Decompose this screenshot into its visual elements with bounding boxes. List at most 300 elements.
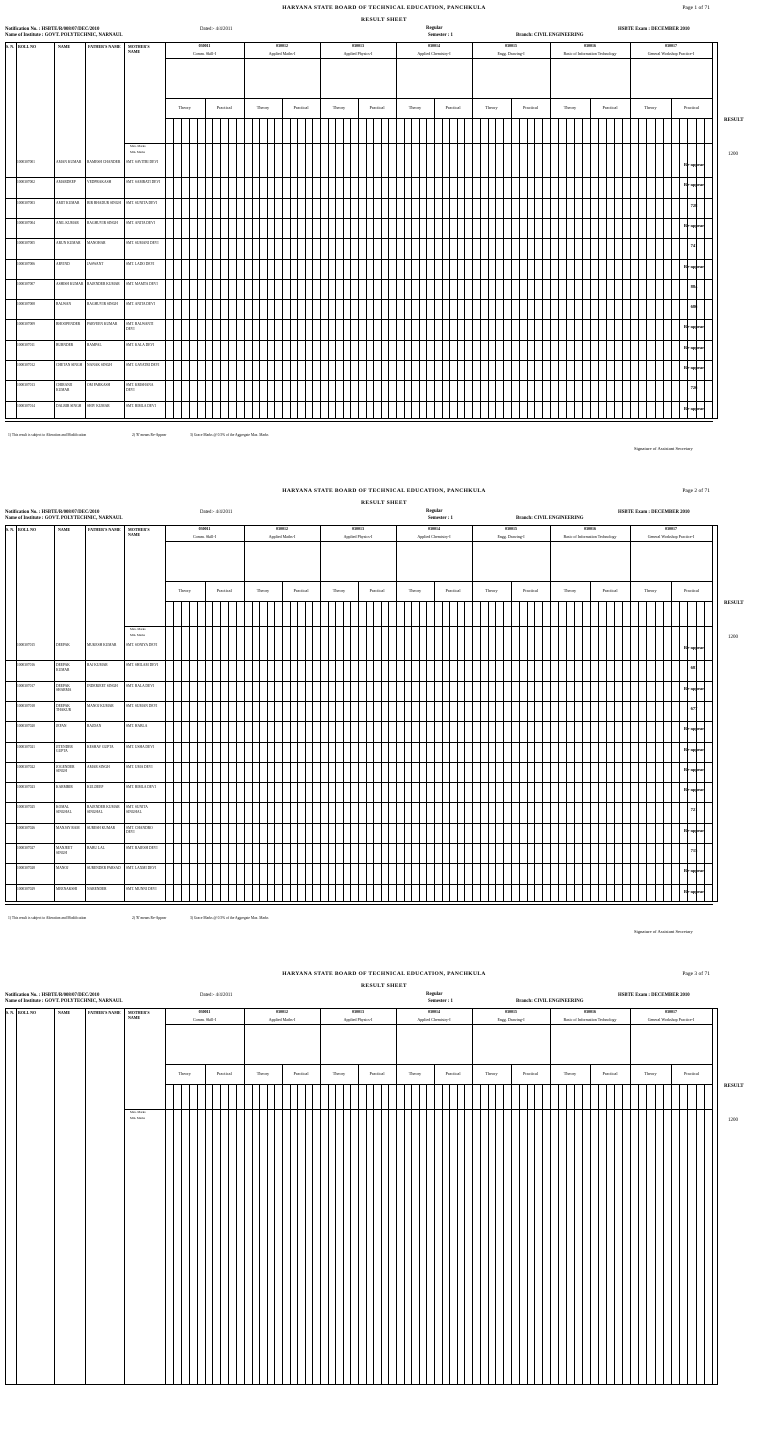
marks-subcolumn-line (335, 1084, 336, 1385)
marks-subcolumn-line (566, 1084, 567, 1385)
student-name: AMARDEEP (56, 180, 76, 185)
board-title: HARYANA STATE BOARD OF TECHNICAL EDUCATION, PANCHKULA (282, 5, 486, 11)
marks-subcolumn-line (267, 1084, 268, 1385)
theory-label: Theory (485, 588, 498, 593)
student-name: KOMAL SINGHAL (56, 805, 72, 814)
mother-name: SMT. SAMRATI DEVI (126, 180, 161, 185)
footnote-1: 1) This result is subject to Alteration and Modification (8, 433, 87, 437)
roll-no: 1000307006 (17, 261, 35, 266)
roll-no: 1000307018 (17, 703, 35, 708)
semester: Semester : 1 (428, 33, 453, 38)
roll-no: 1000307009 (17, 322, 35, 327)
theory-label: Theory (408, 1071, 422, 1076)
subject-code: 030016 (584, 1009, 596, 1014)
marks-subcolumn-line (704, 1084, 705, 1385)
mother-name: SMT. UMA DEVI (126, 764, 153, 769)
subject-code: 030013 (352, 1009, 364, 1014)
marks-subcolumn-line (212, 1084, 213, 1385)
column-divider (85, 1008, 86, 1385)
marks-subcolumn-line (442, 1084, 443, 1385)
subject-name: Comm. Skill-I (192, 1017, 217, 1022)
table-row (0, 361, 768, 381)
footnote-3: 3) Grace Marks @ 0.5% of the Aggregate Max. Marks (190, 433, 269, 437)
result-value: 726 (690, 385, 698, 391)
practical-label: Practical (369, 105, 385, 110)
min-marks-label: Min. Marks (130, 150, 146, 154)
result-value: 741 (690, 243, 698, 249)
column-header-roll: ROLL NO (18, 527, 37, 532)
mother-name: SMT. BIMLA DEVI (126, 403, 156, 408)
table-row (0, 219, 768, 239)
subject-name: General Workshop Practice-I (647, 1017, 695, 1022)
result-value: Re-appear (683, 888, 705, 894)
result-value: Re-appear (683, 827, 705, 833)
practical-label: Practical (683, 105, 700, 110)
roll-no: 1000307022 (17, 764, 35, 769)
table-row (0, 722, 768, 742)
student-name: ARVIND (56, 261, 70, 266)
theory-label: Theory (563, 1071, 577, 1076)
result-value: 681 (690, 665, 698, 671)
practical-label: Practical (602, 1071, 618, 1076)
practical-label: Practical (522, 1071, 539, 1076)
sheet-title: RESULT SHEET (361, 983, 407, 989)
subject-name: Engg. Drawing-I (497, 51, 525, 56)
subject-name: Comm. Skill-I (192, 534, 217, 539)
subject-name: Applied Maths-I (268, 534, 296, 539)
marks-subcolumn-line (519, 1084, 520, 1385)
marks-subcolumn-line (350, 1084, 351, 1385)
marks-subcolumn-line (671, 1084, 672, 1385)
marks-subcolumn-line (343, 1084, 344, 1385)
result-value: Re-appear (683, 405, 705, 411)
institute-name: Name of Institute : GOVT. POLYTECHNIC, NARNAUL (5, 516, 123, 521)
student-name: MANJAY RAM (56, 825, 80, 830)
result-value: Re-appear (683, 685, 705, 691)
roll-no: 1000307007 (17, 281, 35, 286)
table-row (0, 260, 768, 280)
roll-no: 1000307011 (17, 342, 35, 347)
max-marks-label: Max. Marks (130, 144, 146, 148)
column-header-father: FATHER'S NAME (88, 527, 121, 532)
result-value: Re-appear (683, 787, 705, 793)
mother-name: SMT. LADO DEVI (126, 261, 155, 266)
min-marks-label: Min. Marks (130, 633, 146, 637)
practical-label: Practical (445, 588, 461, 593)
header-line (124, 1109, 713, 1110)
total-max-marks: 1200 (728, 1118, 738, 1123)
student-name: DEEPAK KUMAR (56, 663, 70, 672)
sheet-title: RESULT SHEET (361, 17, 407, 23)
header-line (124, 143, 713, 144)
student-name: AMIT KUMAR (56, 200, 80, 205)
theory-label: Theory (644, 588, 657, 593)
student-name: ARUN KUMAR (56, 241, 81, 246)
result-value: 728 (690, 202, 698, 208)
dated: Dated:- 4/4/2011 (200, 27, 233, 32)
table-row (0, 158, 768, 178)
column-header-roll: ROLL NO (18, 1010, 37, 1015)
marks-subcolumn-line (189, 1084, 190, 1385)
roll-no: 1000307015 (17, 643, 35, 647)
roll-no: 1000307008 (17, 302, 35, 307)
subject-code: 030017 (665, 1009, 677, 1014)
header-line (165, 1064, 713, 1065)
header-line (165, 601, 713, 602)
marks-subcolumn-line (411, 1084, 412, 1385)
exam: HSBTE Exam : DECEMBER 2010 (618, 27, 690, 32)
notification-number: Notification No. : HSBTE/R/008/07/DEC/2010 (5, 27, 100, 32)
theory-label: Theory (563, 105, 577, 110)
student-name: DALBIR SINGH (56, 403, 82, 408)
marks-subcolumn-line (590, 1084, 591, 1385)
marks-subcolumn-line (574, 1084, 575, 1385)
marks-subcolumn-line (404, 1084, 405, 1385)
practical-label: Practical (602, 105, 618, 110)
table-row (0, 320, 768, 340)
student-name: MANJEET SINGH (56, 846, 73, 855)
marks-subcolumn-line (381, 1084, 382, 1385)
marks-subcolumn-line (312, 1084, 313, 1385)
subject-code: 030012 (276, 526, 288, 531)
father-name: MANOJ KUMAR (87, 703, 114, 708)
marks-subcolumn-line (305, 1084, 306, 1385)
footnote-1: 1) This result is subject to Alteration and Modification (8, 916, 87, 920)
subject-name: Applied Chemistry-I (417, 534, 451, 539)
row-separator (5, 904, 713, 905)
mother-name: SMT. SAVITRI DEVI (126, 160, 159, 164)
result-value: Re-appear (683, 324, 705, 330)
mother-name: SMT. SUMAN DEVI (126, 703, 158, 708)
practical-label: Practical (522, 588, 539, 593)
marks-subcolumn-line (373, 1084, 374, 1385)
subject-name: Basic of Information Technology (563, 51, 617, 56)
column-header-mother: MOTHER'S NAME (128, 527, 150, 537)
mother-name: SMT. SUNITA SINGHAL (126, 805, 148, 814)
theory-label: Theory (485, 105, 498, 110)
father-name: MANOHAR (87, 241, 106, 246)
subject-code: 030015 (505, 1009, 517, 1014)
mother-name: SMT. KALA DEVI (126, 342, 155, 347)
subject-code: 030013 (352, 526, 364, 531)
result-value: Re-appear (683, 263, 705, 269)
practical-label: Practical (522, 105, 539, 110)
row-separator (5, 421, 713, 422)
subject-name: Basic of Information Technology (563, 1017, 617, 1022)
table-row (0, 402, 768, 422)
result-value: 686 (690, 304, 698, 310)
father-name: KESHAV GUPTA (87, 744, 114, 749)
result-value: Re-appear (683, 645, 705, 650)
roll-no: 1000307027 (17, 846, 35, 850)
column-header-roll: ROLL NO (18, 44, 37, 49)
marks-subcolumn-line (464, 1084, 465, 1385)
roll-no: 1000307004 (17, 220, 35, 225)
student-name: CHIRANJI KUMAR (56, 383, 73, 392)
marks-subcolumn-line (511, 1084, 512, 1385)
board-title: HARYANA STATE BOARD OF TECHNICAL EDUCATION, PANCHKULA (282, 971, 486, 977)
marks-subcolumn-line (228, 1084, 229, 1385)
table-row (0, 300, 768, 320)
result-value: Re-appear (683, 182, 705, 188)
theory-label: Theory (644, 105, 657, 110)
father-name: OM PARKASH (87, 383, 111, 388)
column-divider (124, 1008, 125, 1385)
roll-no: 1000307012 (17, 363, 35, 367)
subject-code: 030012 (276, 1009, 288, 1014)
page-number: Page 3 of 71 (682, 971, 710, 977)
header-line (165, 118, 713, 119)
father-name: RAJENDER KUMAR SINGHAL (87, 805, 120, 814)
column-header-result: RESULT (724, 1084, 744, 1089)
marks-subcolumn-line (197, 1084, 198, 1385)
table-row (0, 743, 768, 763)
subject-name: Engg. Drawing-I (497, 1017, 525, 1022)
marks-subcolumn-line (449, 1084, 450, 1385)
marks-subcolumn-line (527, 1084, 528, 1385)
student-name: ASHISH KUMAR (56, 281, 84, 286)
marks-subcolumn-line (622, 1084, 623, 1385)
marks-subcolumn-line (663, 1084, 664, 1385)
marks-subcolumn-line (274, 1084, 275, 1385)
marks-subcolumn-line (205, 1084, 206, 1385)
practical-label: Practical (445, 105, 461, 110)
regular-label: Regular (426, 26, 443, 31)
theory-label: Theory (644, 1071, 657, 1076)
subject-name: Applied Chemistry-I (417, 1017, 451, 1022)
column-header-father: FATHER'S NAME (88, 44, 121, 49)
practical-label: Practical (602, 588, 618, 593)
result-value: Re-appear (683, 344, 705, 350)
marks-subcolumn-line (297, 1084, 298, 1385)
marks-subcolumn-line (558, 1084, 559, 1385)
father-name: RAGHUVIR SINGH (87, 220, 118, 225)
father-name: RAGHUVIR SINGH (87, 302, 118, 307)
marks-subcolumn-line (220, 1084, 221, 1385)
marks-subcolumn-line (173, 1084, 174, 1385)
marks-subcolumn-line (696, 1084, 697, 1385)
subject-code: 030016 (584, 526, 596, 531)
semester: Semester : 1 (428, 516, 453, 521)
theory-label: Theory (408, 105, 422, 110)
header-line (165, 541, 713, 542)
student-name: BHOOPENDER (56, 322, 81, 327)
page-number: Page 1 of 71 (682, 5, 710, 11)
roll-no: 1000307001 (17, 160, 35, 164)
subject-name: Applied Maths-I (268, 1017, 296, 1022)
footnote-2: 2) 'R' means Re-Appear (132, 433, 167, 437)
marks-subcolumn-line (655, 1084, 656, 1385)
roll-no: 1000307020 (17, 724, 35, 729)
theory-label: Theory (256, 588, 270, 593)
result-value: Re-appear (683, 746, 705, 752)
signature: Signature of Assistant Secretary (634, 446, 693, 451)
subject-code: 030012 (276, 43, 288, 48)
mother-name: SMT. HABLA (126, 724, 148, 729)
theory-label: Theory (408, 588, 422, 593)
marks-subcolumn-line (646, 1084, 647, 1385)
marks-subcolumn-line (259, 1084, 260, 1385)
header-line (165, 581, 713, 582)
father-name: SHIV KUMAR (87, 403, 110, 408)
institute-name: Name of Institute : GOVT. POLYTECHNIC, NARNAUL (5, 999, 123, 1004)
marks-subcolumn-line (495, 1084, 496, 1385)
practical-label: Practical (683, 588, 700, 593)
table-row (0, 783, 768, 803)
mother-name: SMT. LAXMI DEVI (126, 866, 157, 871)
result-value: Re-appear (683, 868, 705, 874)
column-header-result: RESULT (724, 118, 744, 123)
marks-subcolumn-line (388, 1084, 389, 1385)
table-row (0, 864, 768, 884)
theory-label: Theory (178, 105, 191, 110)
roll-no: 1000307025 (17, 805, 35, 810)
table-row (0, 824, 768, 844)
marks-subcolumn-line (419, 1084, 420, 1385)
student-name: DEEPAK SHARMA (56, 683, 72, 693)
marks-subcolumn-line (606, 1084, 607, 1385)
table-row (0, 885, 768, 905)
institute-name: Name of Institute : GOVT. POLYTECHNIC, NARNAUL (5, 33, 123, 38)
marks-subcolumn-line (358, 1084, 359, 1385)
student-name: DEEPAK THAKUR (56, 703, 71, 713)
marks-subcolumn-line (328, 1084, 329, 1385)
mother-name: SMT. CHANDRO DEVI (126, 825, 153, 835)
marks-subcolumn-line (614, 1084, 615, 1385)
marks-subcolumn-line (542, 1084, 543, 1385)
signature: Signature of Assistant Secretary (634, 929, 693, 934)
result-value: 721 (690, 807, 698, 813)
subject-code: 030017 (665, 43, 677, 48)
marks-subcolumn-line (457, 1084, 458, 1385)
subject-code: 030017 (665, 526, 677, 531)
semester: Semester : 1 (428, 999, 453, 1004)
practical-label: Practical (293, 588, 309, 593)
subject-code: 030013 (352, 43, 364, 48)
student-name: DEEPAK (56, 643, 70, 647)
father-name: INDERJEET SINGH (87, 683, 118, 688)
roll-no: 1000307026 (17, 825, 35, 830)
footnote-3: 3) Grace Marks @ 0.5% of the Aggregate Max. Marks (190, 916, 269, 920)
marks-subcolumn-line (687, 1084, 688, 1385)
result-value: Re-appear (683, 222, 705, 228)
marks-subcolumn-line (582, 1084, 583, 1385)
mother-name: SMT. MUNNI DEVI (126, 886, 157, 891)
theory-label: Theory (332, 105, 346, 110)
mother-name: SMT. USHA DEVI (126, 744, 154, 749)
father-name: MUKESH KUMAR (87, 643, 117, 647)
column-header-name: NAME (58, 44, 71, 49)
father-name: BABU LAL (87, 846, 105, 850)
subject-name: Applied Physics-I (343, 51, 373, 56)
student-name: MEENAKSHI (56, 886, 78, 891)
roll-no: 1000307002 (17, 180, 35, 185)
table-row (0, 280, 768, 300)
column-header-result: RESULT (724, 601, 744, 606)
column-header-sno: S. N. (6, 1010, 15, 1015)
result-sheet-page-3 (0, 966, 768, 1451)
notification-number: Notification No. : HSBTE/R/008/07/DEC/2010 (5, 993, 100, 998)
practical-label: Practical (293, 1071, 309, 1076)
subject-name: General Workshop Practice-I (647, 534, 695, 539)
roll-no: 1000307028 (17, 866, 35, 871)
min-marks-label: Min. Marks (130, 1116, 146, 1120)
mother-name: SMT. ANITA DEVI (126, 220, 155, 225)
dated: Dated:- 4/4/2011 (200, 510, 233, 515)
student-name: BALWAN (56, 302, 72, 307)
father-name: JASWANT (87, 261, 104, 266)
marks-subcolumn-line (503, 1084, 504, 1385)
header-line (124, 626, 713, 627)
marks-subcolumn-line (426, 1084, 427, 1385)
regular-label: Regular (426, 992, 443, 997)
subject-code: 030014 (428, 526, 440, 531)
max-marks-label: Max. Marks (130, 1110, 146, 1114)
table-row (0, 844, 768, 864)
mother-name: SMT. SONIYA DEVI (126, 643, 158, 647)
marks-subcolumn-line (598, 1084, 599, 1385)
subject-name: Applied Chemistry-I (417, 51, 451, 56)
table-row (0, 178, 768, 198)
subject-name: Applied Physics-I (343, 534, 373, 539)
mother-name: SMT. BALWANTI DEVI (126, 322, 154, 331)
practical-label: Practical (293, 105, 309, 110)
father-name: RAJDAN (87, 724, 102, 729)
mother-name: SMT. BALA DEVI (126, 683, 154, 688)
result-value: 884 (690, 283, 698, 289)
practical-label: Practical (216, 1071, 232, 1076)
father-name: KULDEEP (87, 785, 104, 790)
table-row (0, 682, 768, 702)
subject-code: 030015 (505, 526, 517, 531)
mother-name: SMT. SUNITA DEVI (126, 200, 158, 205)
column-header-sno: S. N. (6, 44, 15, 49)
father-name: SURESH KUMAR (87, 825, 116, 830)
result-value: 677 (690, 705, 698, 711)
mother-name: SMT. SHILAM DEVI (126, 663, 159, 668)
subject-name: Applied Maths-I (268, 51, 296, 56)
result-sheet-page-1 (0, 0, 768, 485)
marks-subcolumn-line (236, 1084, 237, 1385)
marks-subcolumn-line (366, 1084, 367, 1385)
subject-code: 030011 (198, 1009, 211, 1014)
marks-subcolumn-line (638, 1084, 639, 1385)
column-header-father: FATHER'S NAME (88, 1010, 121, 1015)
branch: Branch: CIVIL ENGINEERING (516, 33, 584, 38)
result-value: Re-appear (683, 766, 705, 772)
student-name: JITENDER GUPTA (56, 744, 73, 753)
mother-name: SMT. BIMLA DEVI (126, 785, 156, 790)
table-row (0, 803, 768, 823)
exam: HSBTE Exam : DECEMBER 2010 (618, 510, 690, 515)
roll-no: 1000307014 (17, 403, 35, 408)
subject-code: 030011 (198, 526, 211, 531)
theory-label: Theory (485, 1071, 498, 1076)
roll-no: 1000307013 (17, 383, 35, 388)
result-value: Re-appear (683, 726, 705, 732)
marks-subcolumn-line (679, 1084, 680, 1385)
table-row (0, 381, 768, 401)
board-title: HARYANA STATE BOARD OF TECHNICAL EDUCATION, PANCHKULA (282, 488, 486, 494)
father-name: SURENDER PARSAD (87, 866, 121, 871)
practical-label: Practical (445, 1071, 461, 1076)
mother-name: SMT. GAYATRI DEVI (126, 363, 160, 367)
result-value: Re-appear (683, 162, 705, 167)
branch: Branch: CIVIL ENGINEERING (516, 999, 584, 1004)
column-header-name: NAME (58, 527, 71, 532)
marks-subcolumn-line (290, 1084, 291, 1385)
practical-label: Practical (216, 105, 232, 110)
